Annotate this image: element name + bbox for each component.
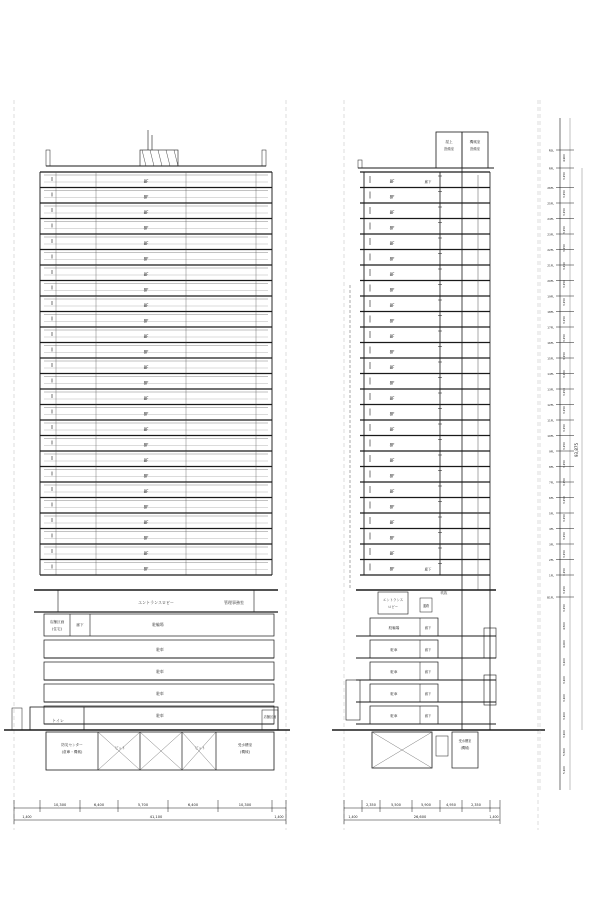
side-note: 吹抜 [440,591,448,595]
corridor-label: 廊下 [424,670,432,674]
floor-height: 3,100 [562,657,566,667]
floor-height: 5,500 [562,747,566,757]
basement-label: (機械) [460,746,470,750]
podium-label: 駐輪場 [388,626,400,630]
level-label: 2FL [549,558,554,562]
level-label: 14FL [547,372,554,376]
floor-height: 3,150 [562,261,566,271]
podium-label: 駐車 [390,692,398,696]
lobby-right-label: 管理事務室 [224,600,244,605]
corridor-label: 廊下 [424,692,432,696]
parapet-post [262,150,266,166]
floor-height: 3,150 [562,207,566,217]
floor-label: 8F [143,179,149,184]
floor-label: 8F [389,442,395,448]
level-label: 20FL [547,279,554,283]
level-label: 22FL [547,248,554,252]
floor-label: 8F [389,427,395,432]
corridor-label: 廊下 [424,648,432,652]
basement-label: 防災センター [61,743,83,747]
floor-label: 8F [389,225,395,231]
floor-label: 8F [143,349,149,355]
floor-height: 3,100 [562,675,566,685]
floor-height: 3,150 [562,513,566,523]
dimension-label: 2,350 [471,803,481,807]
floor-label: 8F [389,473,395,479]
podium-label: 駐車 [390,714,398,718]
floor-height: 4,900 [562,153,566,163]
floor-label: 8F [143,504,149,510]
floor-label: 8F [389,287,395,293]
floor-height: 3,150 [562,567,566,577]
floor-label: 8F [143,473,149,479]
floor-label: 8F [143,411,149,417]
floor-height: 3,150 [562,315,566,325]
floor-label: 8F [389,396,395,401]
corridor-label: 廊下 [424,626,432,630]
parapet-post [358,160,362,168]
basement-label: 受水槽室 [237,743,253,747]
floor-height: 3,150 [562,549,566,559]
basement-label: 受水槽室 [458,739,472,743]
level-label: RFL [548,166,554,171]
floor-label: 8F [389,535,395,541]
floor-height: 3,150 [562,297,566,307]
floor-height: 3,150 [562,423,566,433]
dimension-label: 2,350 [366,803,376,807]
roof-truss [174,150,178,166]
floor-height: 3,150 [562,333,566,343]
dimension-total: 41,100 [149,815,163,819]
rooftop-machinery [140,150,178,166]
dimension-label: 1,400 [274,815,284,819]
level-label: 3FL [549,542,554,547]
ground-floor [30,707,278,730]
pit-box [436,736,448,756]
floor-label: 8F [143,551,149,556]
dimension-label: 1,400 [22,815,32,819]
basement-label: ピット [194,746,206,750]
corridor-label: 廊下 [424,714,432,718]
floor-height: 3,150 [562,477,566,487]
floor-label: 8F [389,411,395,417]
ground-shop [262,710,278,730]
floor-height: 3,150 [562,189,566,199]
corridor-label: 廊下 [424,180,432,184]
floor-label: 8F [389,318,395,324]
basement-label: ピット [114,746,126,750]
corridor-label: 廊下 [424,567,432,572]
floor-height: 3,150 [562,387,566,397]
lobby-label: 通路 [422,604,430,608]
floor-height: 5,100 [562,765,566,775]
floor-label: 8F [143,427,149,432]
floor-label: 8F [143,365,149,370]
lobby-label: ロビー [387,605,399,609]
floor-label: 8F [389,241,395,246]
front-elevation [4,100,290,830]
floor-height: 3,150 [562,441,566,451]
dimension-label: 1,400 [348,815,358,819]
level-label: B1FL [547,595,554,600]
floor-label: 8F [389,520,395,525]
floor-label: 8F [389,380,395,386]
floor-height: 4,000 [562,639,566,649]
floor-height: 3,150 [562,603,566,613]
floor-label: 8F [389,334,395,339]
level-label: 16FL [547,341,554,345]
dimension-label: 6,400 [93,803,105,807]
dimension-label: 5,700 [137,803,149,807]
floor-label: 8F [143,489,149,494]
floor-height: 3,150 [562,171,566,181]
dimension-label: 10,300 [238,803,252,807]
floor-height: 4,500 [562,621,566,631]
level-label: 10FL [547,434,554,438]
dimension-label: 4,950 [446,803,456,807]
level-label: 24FL [547,217,554,221]
floor-height: 3,150 [562,495,566,505]
floor-label: 8F [143,380,149,386]
floor-label: 8F [389,272,395,277]
floor-height: 3,150 [562,585,566,595]
dimension-label: 10,300 [53,803,67,807]
parapet-post [46,150,50,166]
floor-label: 8F [389,504,395,510]
floor-label: 8F [143,210,149,215]
roof-truss [150,150,154,166]
level-label: 7FL [549,480,554,485]
floor-label: 8F [389,210,395,215]
floor-height: 3,150 [562,369,566,379]
total-height: 93,875 [574,443,579,457]
roof-truss [158,150,162,166]
level-label: RSL [548,148,554,153]
floor-label: 8F [143,272,149,277]
floor-label: 8F [389,551,395,556]
floor-label: 8F [143,225,149,231]
basement-room [452,732,478,768]
floor-label: 8F [143,334,149,339]
lobby-room [378,592,408,614]
podium-label: 駐輪場 [152,622,164,627]
floor-label: 8F [143,535,149,541]
level-label: 18FL [547,310,554,314]
level-label: 8FL [549,465,554,469]
penthouse-label: 機械室 [469,140,481,144]
ground-label: トイレ [52,718,64,723]
floor-label: 8F [389,349,395,355]
bottom-dimension-lines [14,800,500,824]
floor-height: 3,150 [562,531,566,541]
podium-label: 駐車 [390,648,398,652]
ground-label: 店舗区画 [263,715,277,719]
podium-label: (住宅) [52,627,62,631]
level-label: 1FL [549,573,554,578]
parking-label: 駐車 [156,669,164,674]
basement-label: (機械) [240,750,250,754]
floor-label: 8F [389,179,395,184]
floor-height: 3,150 [562,279,566,289]
dimension-total: 26,600 [413,815,427,819]
level-label: 19FL [547,294,554,299]
level-label: 5FL [549,511,554,516]
floor-height: 3,150 [562,225,566,235]
podium-label: 廊下 [76,623,84,627]
floor-label: 8F [389,566,395,572]
parking-label: 駐車 [156,691,164,696]
penthouse-label: 屋上 [445,140,453,144]
floor-height: 3,150 [562,405,566,415]
floor-label: 8F [143,241,149,246]
level-label: 4FL [549,527,554,531]
dimension-label: 6,400 [187,803,199,807]
height-dimension-column [540,100,582,790]
entrance-canopy [12,708,22,730]
dimension-label: 5,900 [421,803,431,807]
floor-label: 8F [389,303,395,308]
level-label: 23FL [547,232,554,237]
cross-section [332,100,545,830]
podium-label: 駐車 [390,670,398,674]
lobby-label: エントランス [382,598,404,602]
level-label: 25FL [547,201,554,206]
floor-label: 8F [143,396,149,401]
parking-label: 駐車 [156,647,164,652]
level-label: 21FL [547,263,554,268]
level-label: 15FL [547,356,554,361]
basement-label: (倉庫・機械) [61,750,83,754]
floor-height: 3,100 [562,711,566,721]
stair-frame [346,680,360,720]
level-label: 13FL [547,387,554,392]
penthouse-label: 設備室 [469,147,481,151]
floor-label: 8F [389,489,395,494]
floor-label: 8F [143,566,149,572]
floor-label: 8F [143,318,149,324]
level-label: 26FL [547,186,554,190]
roof-truss [166,150,170,166]
level-label: 11FL [547,418,554,423]
floor-label: 8F [143,520,149,525]
floor-label: 8F [389,194,395,200]
level-label: 9FL [549,449,554,454]
floor-height: 3,150 [562,243,566,253]
floor-label: 8F [143,256,149,262]
floor-label: 8F [143,194,149,200]
floor-label: 8F [143,442,149,448]
floor-label: 8F [143,458,149,463]
floor-height: 3,150 [562,459,566,469]
floor-height: 3,100 [562,729,566,739]
floor-label: 8F [389,458,395,463]
level-label: 17FL [547,325,554,330]
level-label: 12FL [547,403,554,407]
floor-height: 3,150 [562,351,566,361]
floor-label: 8F [143,287,149,293]
dimension-label: 5,500 [391,803,401,807]
podium-label: 店舗区画 [49,620,65,624]
floor-label: 8F [389,365,395,370]
parking-label: 駐車 [156,713,164,718]
floor-height: 3,100 [562,693,566,703]
dimension-label: 1,400 [489,815,499,819]
level-label: 6FL [549,496,554,500]
penthouse-label: 設備室 [443,147,455,151]
floor-label: 8F [143,303,149,308]
lobby-label: エントランスロビー [138,600,174,605]
roof-truss [142,150,146,166]
floor-label: 8F [389,256,395,262]
